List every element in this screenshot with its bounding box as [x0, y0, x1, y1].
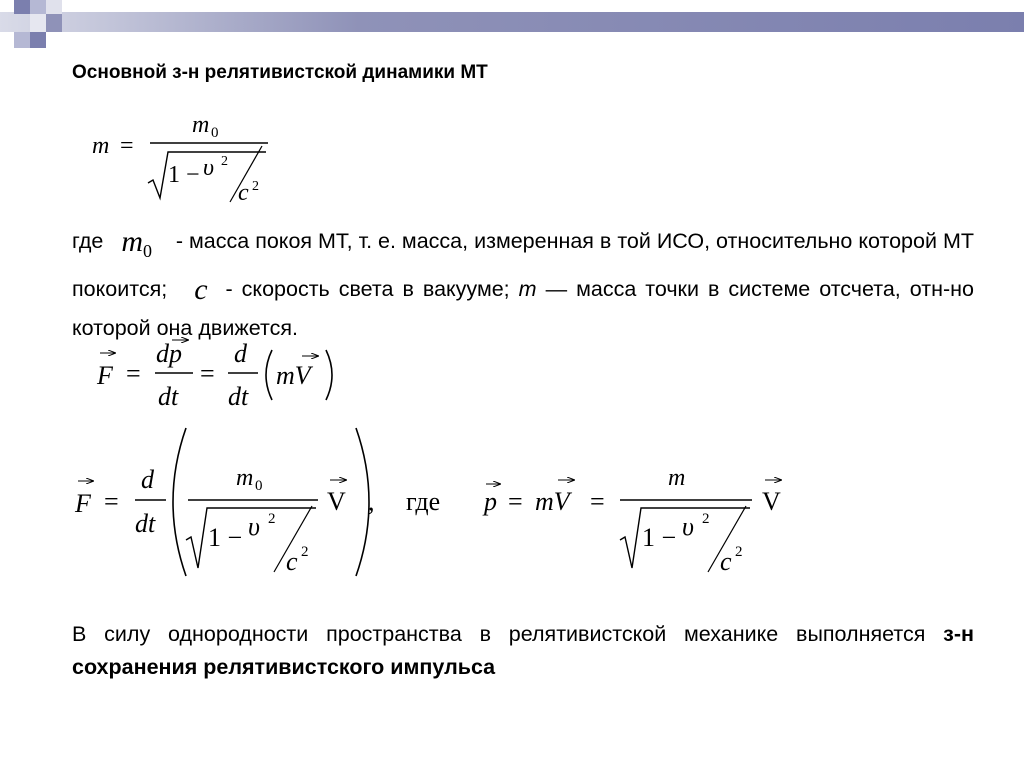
symbol-c: c: [238, 180, 249, 206]
text-conservation-intro: В силу однородности пространства в релятивистской механике выполняется: [72, 622, 944, 646]
text-where: где: [406, 487, 441, 516]
symbol-m: m: [92, 133, 110, 159]
symbol-V: V: [762, 487, 781, 516]
exponent-2: 2: [252, 179, 259, 194]
exponent-2: 2: [702, 511, 710, 527]
symbol-d: d: [234, 339, 247, 368]
equals-sign: =: [590, 487, 605, 516]
exponent-2: 2: [221, 154, 228, 169]
symbol-upsilon: υ: [248, 512, 260, 541]
symbol-m0: m: [668, 465, 686, 491]
symbol-upsilon: υ: [203, 155, 215, 181]
text-speed-of-light: - скорость света в вакууме;: [225, 277, 510, 301]
conservation-paragraph: [72, 618, 974, 684]
symbol-p: p: [484, 487, 497, 516]
equals-sign: =: [200, 359, 215, 388]
symbol-m0: m: [192, 112, 210, 138]
equals-sign: =: [126, 359, 141, 388]
text-rest-mass: - масса покоя МТ, т. е. масса, измеренная в той ИСО, относительно которой МТ покоится;: [72, 229, 974, 301]
math-m: m: [518, 277, 537, 301]
exponent-2: 2: [268, 511, 276, 527]
symbol-d: d: [141, 465, 154, 494]
slide-title: Основной з-н релятивистской динамики МТ: [72, 62, 488, 83]
exponent-2: 2: [301, 544, 309, 560]
symbol-m0: m: [236, 465, 254, 491]
symbol-mV: mV: [276, 361, 311, 390]
text-conservation-law: з-н сохранения релятивистского импульса: [72, 622, 974, 679]
symbol-F: F: [75, 489, 91, 518]
one-minus: 1 −: [642, 523, 677, 552]
subscript-0: 0: [211, 125, 219, 141]
paren-left-large: [173, 428, 186, 576]
comma: ,: [368, 487, 375, 516]
text-where: где: [72, 229, 104, 253]
symbol-dt: dt: [228, 382, 249, 411]
text-moving-mass: — масса точки в системе отсчета, отн-но которой она движется.: [72, 277, 974, 340]
one-minus: 1 −: [168, 162, 200, 188]
symbol-c: c: [720, 547, 732, 576]
symbol-dt: dt: [135, 509, 156, 538]
one-minus: 1 −: [208, 523, 243, 552]
symbol-F: F: [97, 361, 113, 390]
exponent-2: 2: [735, 544, 743, 560]
math-m0: $m_0$: [121, 225, 152, 261]
math-c: c: [194, 273, 208, 306]
symbol-dp: dp: [156, 339, 182, 368]
symbol-c: c: [286, 547, 298, 576]
symbol-V: V: [327, 487, 346, 516]
equals-sign: =: [508, 487, 523, 516]
equals-sign: =: [104, 487, 119, 516]
subscript-0: 0: [255, 478, 263, 494]
symbol-mV: mV: [535, 487, 570, 516]
symbol-upsilon: υ: [682, 512, 694, 541]
symbol-dt: dt: [158, 382, 179, 411]
equals-sign: =: [120, 133, 134, 159]
